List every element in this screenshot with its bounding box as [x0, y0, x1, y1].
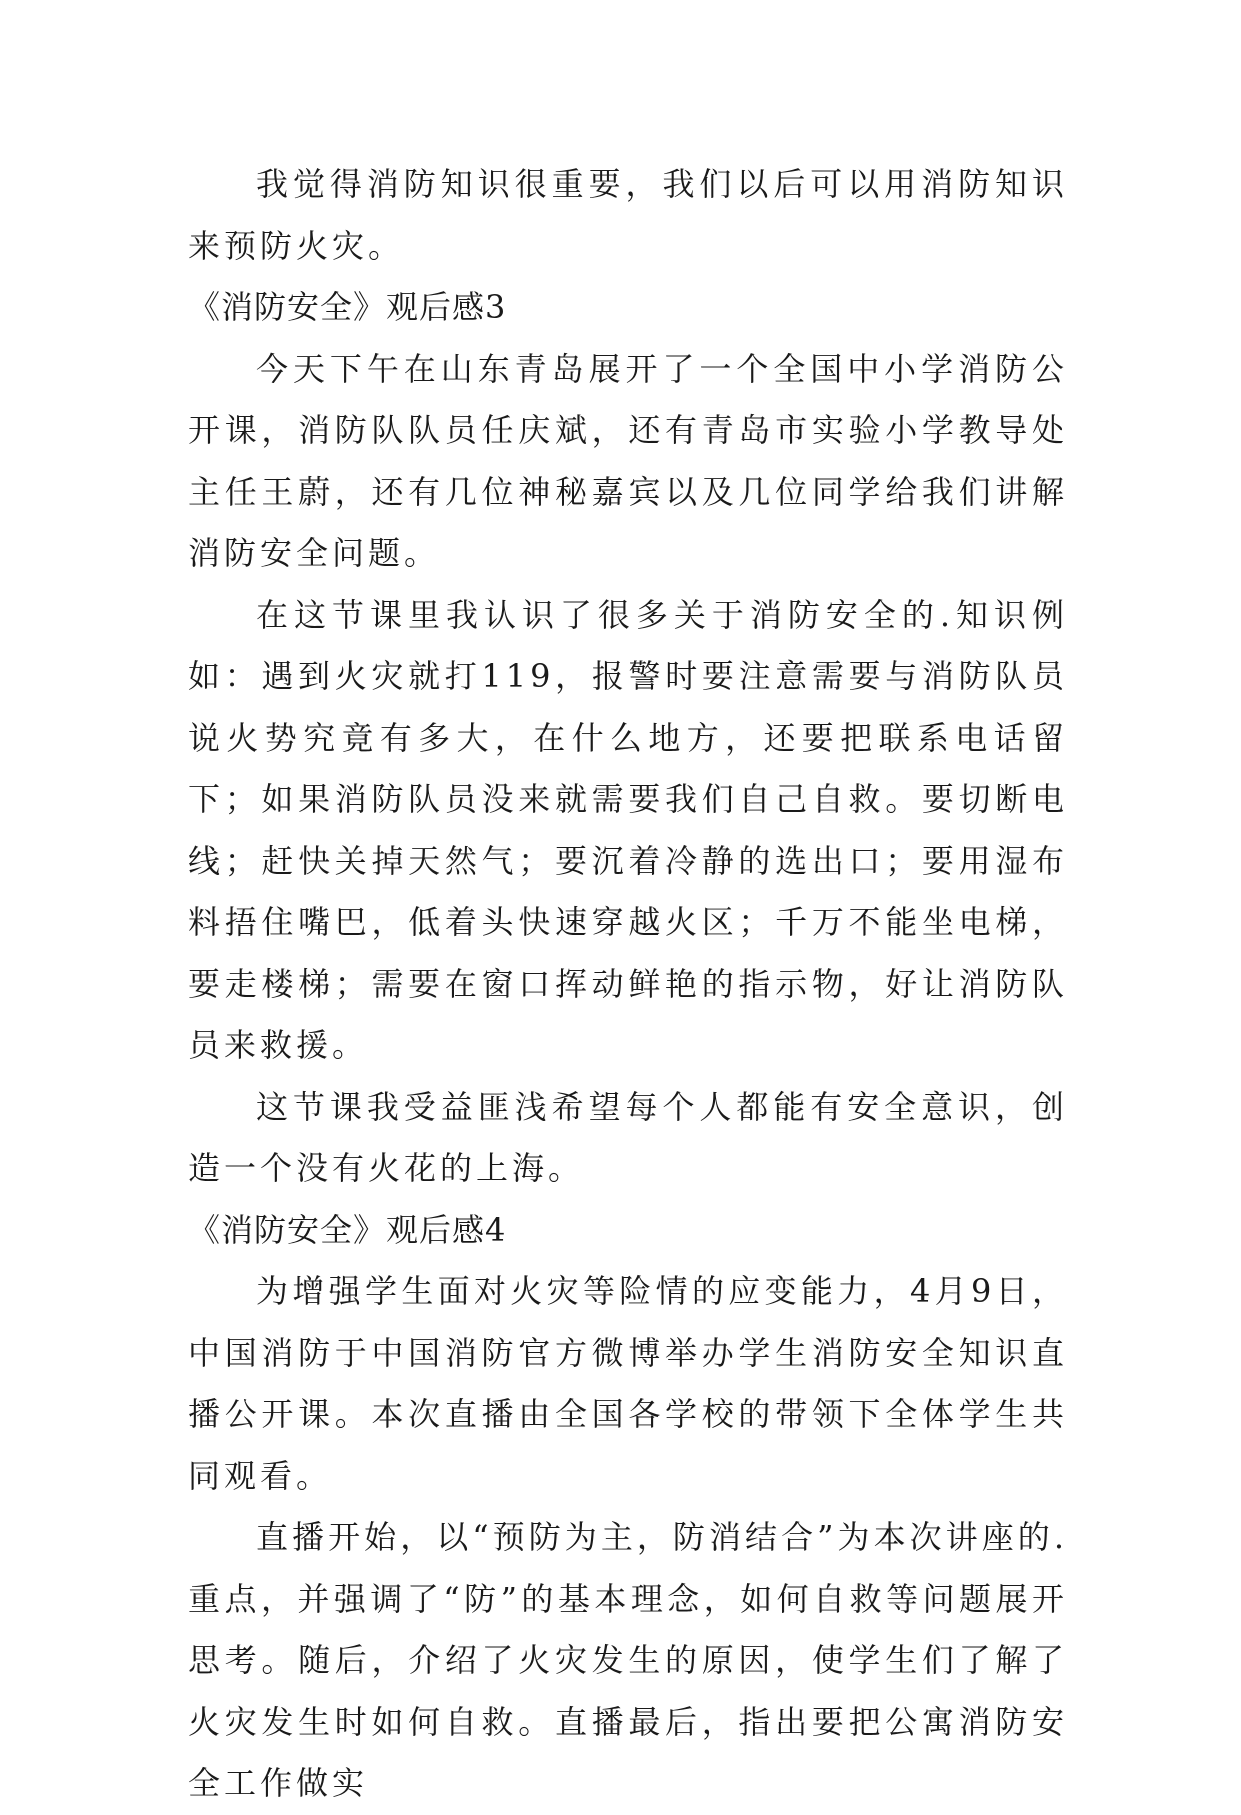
body-paragraph: 我觉得消防知识很重要，我们以后可以用消防知识来预防火灾。 — [188, 165, 1068, 265]
document-body — [188, 154, 1068, 1815]
body-paragraph: 直播开始，以“预防为主，防消结合”为本次讲座的.重点，并强调了“防”的基本理念，如何自救等问题展开思考。随后，介绍了火灾发生的原因，使学生们了解了火灾发生时如何自救。直播最后，指出要把公寓消防安全工作做实 — [188, 1518, 1068, 1802]
body-paragraph: 在这节课里我认识了很多关于消防安全的.知识例如：遇到火灾就打119，报警时要注意需要与消防队员说火势究竟有多大，在什么地方，还要把联系电话留下；如果消防队员没来就需要我们自己自救。要切断电线；赶快关掉天然气；要沉着冷静的选出口；要用湿布料捂住嘴巴，低着头快速穿越火区；千万不能坐电梯，要走楼梯；需要在窗口挥动鲜艳的指示物，好让消防队员来救援。 — [188, 595, 1068, 1064]
body-paragraph: 为增强学生面对火灾等险情的应变能力，4月9日，中国消防于中国消防官方微博举办学生消防安全知识直播公开课。本次直播由全国各学校的带领下全体学生共同观看。 — [188, 1272, 1068, 1495]
body-paragraph: 今天下午在山东青岛展开了一个全国中小学消防公开课，消防队队员任庆斌，还有青岛市实验小学教导处主任王蔚，还有几位神秘嘉宾以及几位同学给我们讲解消防安全问题。 — [188, 349, 1068, 572]
section-heading: 《消防安全》观后感4 — [188, 1210, 507, 1249]
section-heading: 《消防安全》观后感3 — [188, 288, 507, 326]
body-paragraph: 这节课我受益匪浅希望每个人都能有安全意识，创造一个没有火花的上海。 — [188, 1087, 1068, 1187]
